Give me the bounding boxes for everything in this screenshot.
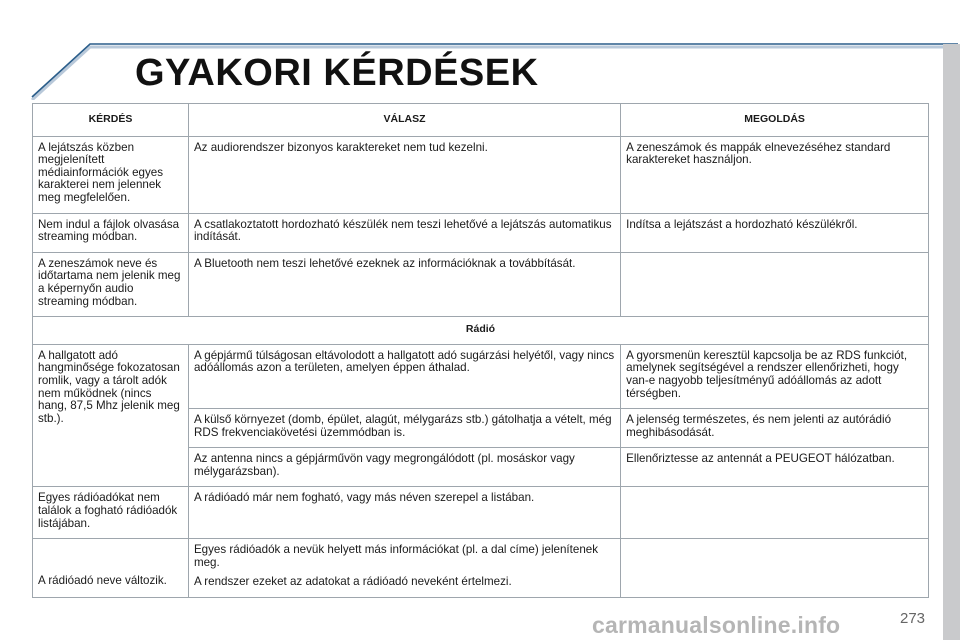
question-cell: Nem indul a fájlok olvasása streaming módban. (33, 213, 189, 252)
section-title-radio: Rádió (33, 317, 929, 345)
answer-text: Egyes rádióadók a nevük helyett más információkat (pl. a dal címe) jelenítenek meg. (193, 543, 599, 569)
table-row (33, 213, 929, 252)
answer-cell: A csatlakoztatott hordozható készülék nem teszi lehetővé a lejátszás automatikus indítását. (188, 213, 620, 252)
solution-cell: A jelenség természetes, és nem jelenti az autórádió meghibásodását. (621, 409, 929, 448)
question-cell: A hallgatott adó hangminősége fokozatosan romlik, vagy a tárolt adók nem működnek (nincs hang, 87,5 Mhz jelenik meg stb.). (33, 344, 189, 487)
answer-cell (188, 539, 620, 598)
answer-cell: Az antenna nincs a gépjárművön vagy megrongálódott (pl. mosáskor vagy mélygarázsban). (188, 448, 620, 487)
solution-cell (621, 252, 929, 316)
solution-cell: Indítsa a lejátszást a hordozható készülékről. (621, 213, 929, 252)
question-cell: Egyes rádióadókat nem találok a fogható rádióadók listájában. (33, 487, 189, 539)
faq-table (32, 103, 929, 598)
table-row (33, 344, 929, 408)
table-row (33, 487, 929, 539)
question-cell: A zeneszámok neve és időtartama nem jelenik meg a képernyőn audio streaming módban. (33, 252, 189, 316)
watermark: carmanualsonline.info (592, 612, 841, 638)
answer-cell: A Bluetooth nem teszi lehetővé ezeknek az információknak a továbbítását. (188, 252, 620, 316)
solution-cell (621, 539, 929, 598)
question-cell (33, 539, 189, 598)
section-row-radio (33, 317, 929, 345)
answer-cell: A gépjármű túlságosan eltávolodott a hallgatott adó sugárzási helyétől, vagy nincs adóállomás azon a területen, amelyen éppen áthalad. (188, 344, 620, 408)
table-row (33, 136, 929, 213)
table-header-row (33, 104, 929, 137)
answer-cell: A rádióadó már nem fogható, vagy más néven szerepel a listában. (188, 487, 620, 539)
table-row (33, 252, 929, 316)
solution-cell: Ellenőriztesse az antennát a PEUGEOT hálózatban. (621, 448, 929, 487)
solution-cell: A gyorsmenün keresztül kapcsolja be az RDS funkciót, amelynek segítségével a rendszer ellenőrizheti, hogy van-e nagyobb teljesítményű adóállomás az adott térségben. (621, 344, 929, 408)
column-header-answer: VÁLASZ (188, 104, 620, 137)
page-number: 273 (900, 610, 926, 627)
answer-text: A rendszer ezeket az adatokat a rádióadó neveként értelmezi. (193, 575, 512, 589)
column-header-solution: MEGOLDÁS (621, 104, 929, 137)
solution-cell (621, 487, 929, 539)
answer-cell: Az audiorendszer bizonyos karaktereket nem tud kezelni. (188, 136, 620, 213)
page-title: GYAKORI KÉRDÉSEK (135, 52, 539, 94)
question-text: A rádióadó neve változik. (38, 574, 167, 588)
answer-cell: A külső környezet (domb, épület, alagút, mélygarázs stb.) gátolhatja a vételt, még RDS frekvenciakövetési üzemmódban is. (188, 409, 620, 448)
column-header-question: KÉRDÉS (33, 104, 189, 137)
side-bar (943, 44, 960, 640)
question-cell: A lejátszás közben megjelenített médiainformációk egyes karakterei nem jelennek meg megfelelően. (33, 136, 189, 213)
solution-cell: A zeneszámok és mappák elnevezéséhez standard karaktereket használjon. (621, 136, 929, 213)
table-row (33, 539, 929, 598)
